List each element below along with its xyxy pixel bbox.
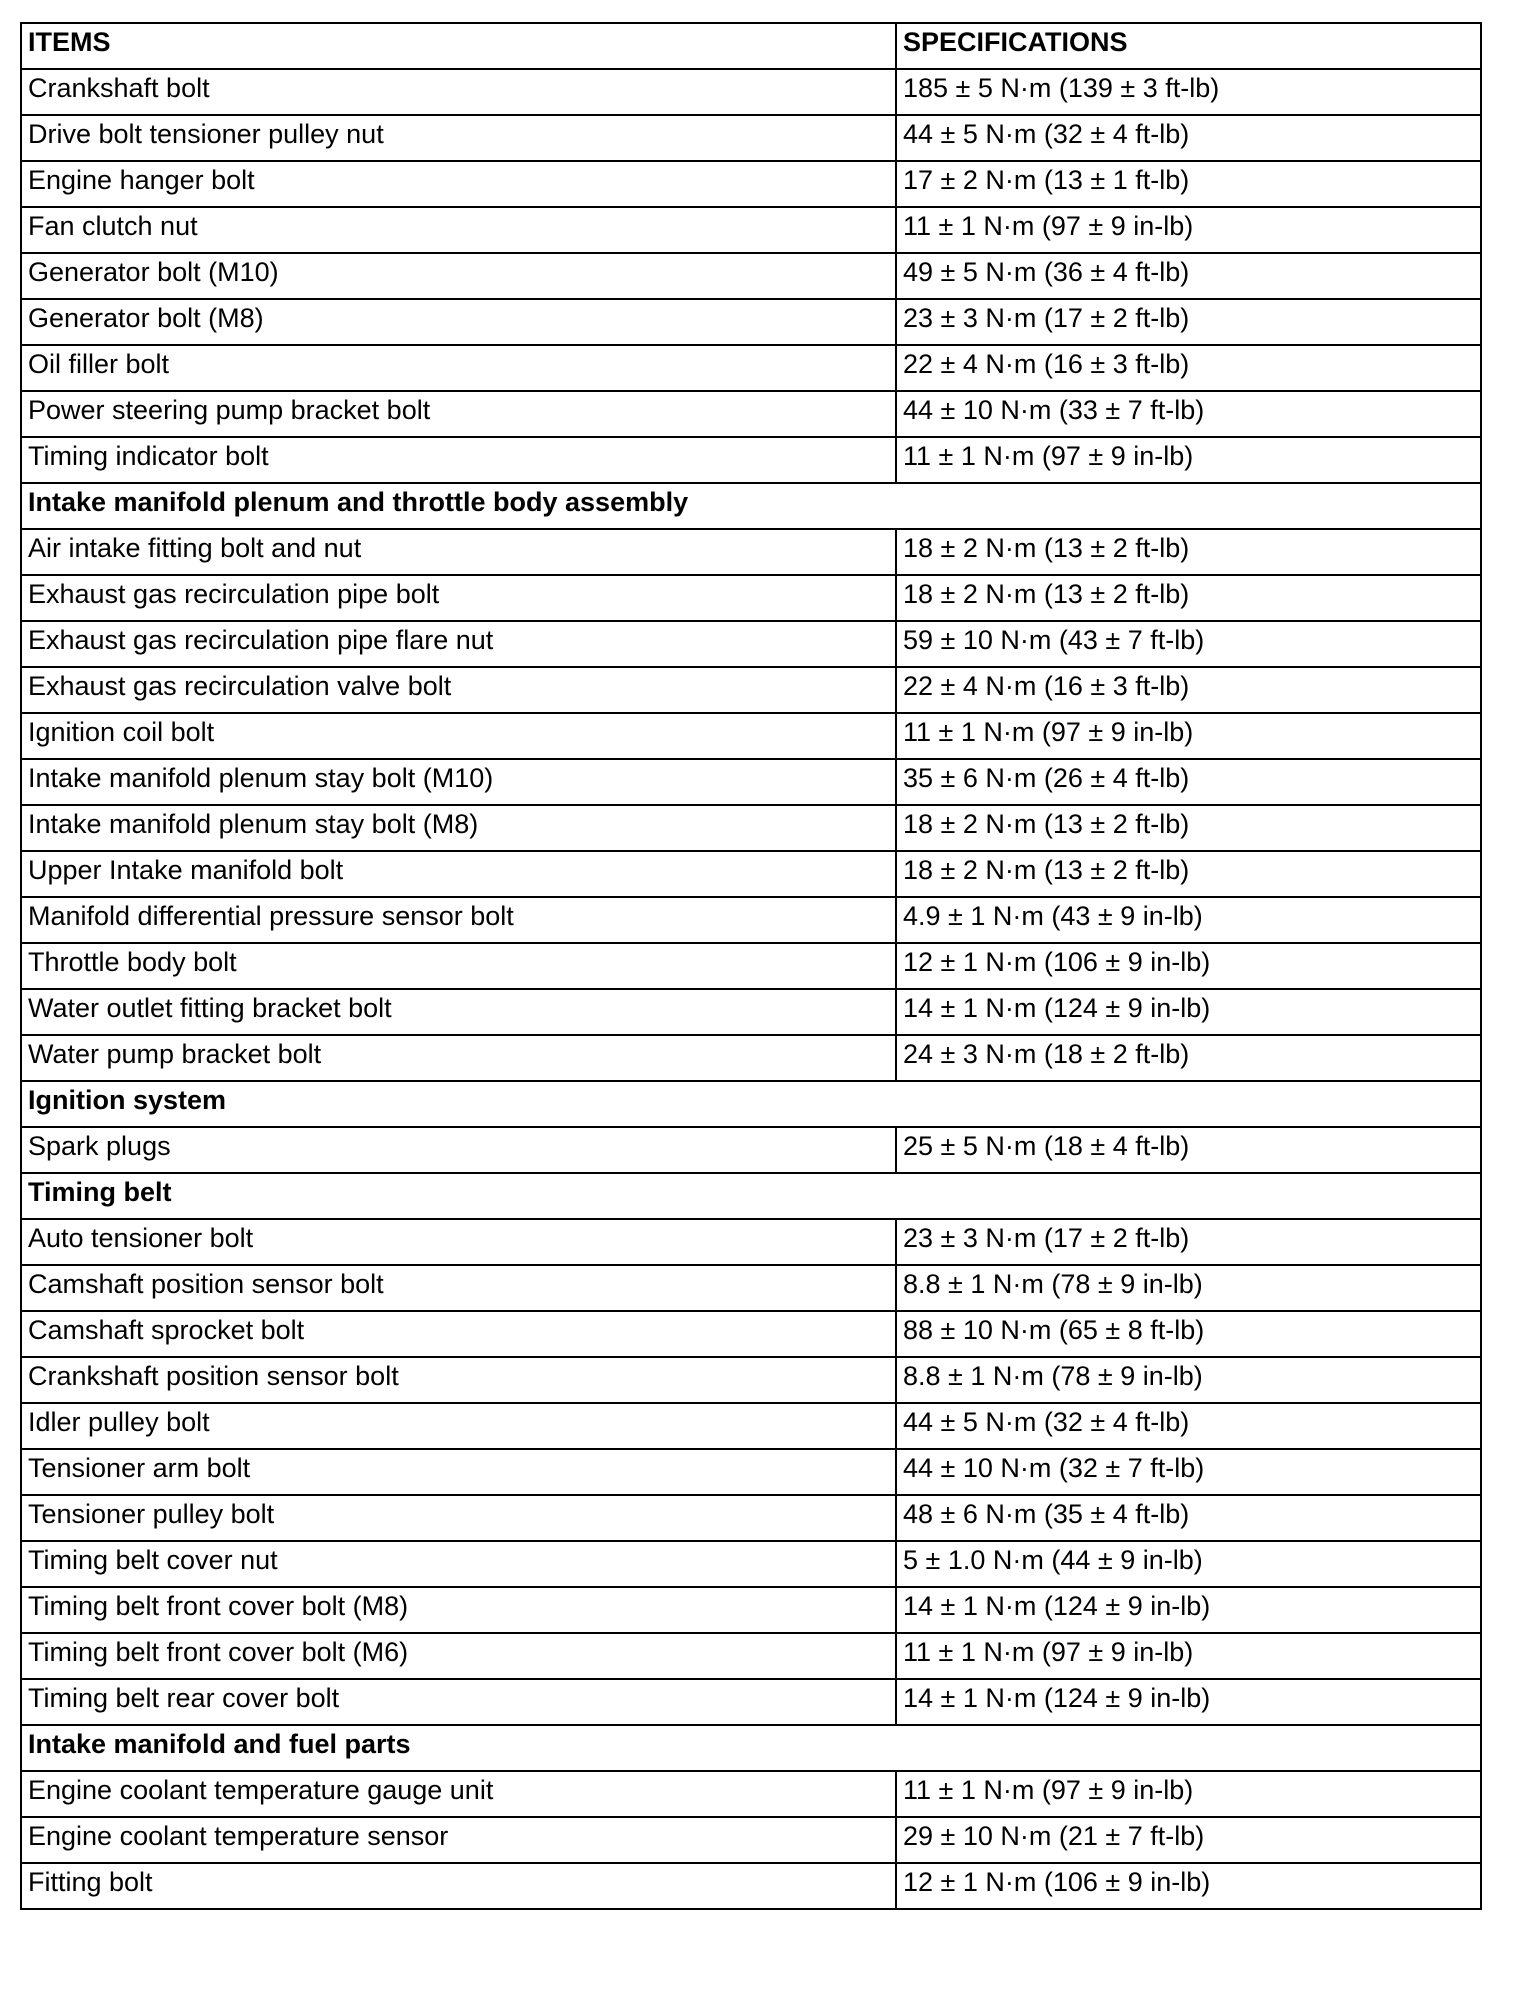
table-row: [21, 713, 1481, 759]
specification-cell: 49 ± 5 N·m (36 ± 4 ft-lb): [896, 253, 1481, 299]
section-title: Intake manifold plenum and throttle body assembly: [21, 483, 1481, 529]
table-row: [21, 529, 1481, 575]
item-cell: Throttle body bolt: [21, 943, 896, 989]
table-row: [21, 1587, 1481, 1633]
item-cell: Camshaft position sensor bolt: [21, 1265, 896, 1311]
section-header-row: [21, 1081, 1481, 1127]
specification-cell: 23 ± 3 N·m (17 ± 2 ft-lb): [896, 1219, 1481, 1265]
item-cell: Intake manifold plenum stay bolt (M8): [21, 805, 896, 851]
specification-cell: 18 ± 2 N·m (13 ± 2 ft-lb): [896, 529, 1481, 575]
table-row: [21, 897, 1481, 943]
item-cell: Timing belt front cover bolt (M6): [21, 1633, 896, 1679]
table-row: [21, 621, 1481, 667]
specification-cell: 22 ± 4 N·m (16 ± 3 ft-lb): [896, 667, 1481, 713]
item-cell: Crankshaft bolt: [21, 69, 896, 115]
section-header-row: [21, 483, 1481, 529]
table-row: [21, 575, 1481, 621]
table-row: [21, 1817, 1481, 1863]
specification-cell: 11 ± 1 N·m (97 ± 9 in-lb): [896, 1771, 1481, 1817]
table-row: [21, 299, 1481, 345]
table-row: [21, 1357, 1481, 1403]
item-cell: Auto tensioner bolt: [21, 1219, 896, 1265]
item-cell: Fan clutch nut: [21, 207, 896, 253]
table-row: [21, 943, 1481, 989]
section-title: Timing belt: [21, 1173, 1481, 1219]
item-cell: Timing belt cover nut: [21, 1541, 896, 1587]
table-row: [21, 667, 1481, 713]
specification-cell: 59 ± 10 N·m (43 ± 7 ft-lb): [896, 621, 1481, 667]
specification-cell: 8.8 ± 1 N·m (78 ± 9 in-lb): [896, 1265, 1481, 1311]
table-row: [21, 851, 1481, 897]
table-row: [21, 989, 1481, 1035]
table-row: [21, 1495, 1481, 1541]
table-row: [21, 1219, 1481, 1265]
item-cell: Exhaust gas recirculation pipe flare nut: [21, 621, 896, 667]
specification-cell: 25 ± 5 N·m (18 ± 4 ft-lb): [896, 1127, 1481, 1173]
specification-cell: 11 ± 1 N·m (97 ± 9 in-lb): [896, 713, 1481, 759]
table-row: [21, 391, 1481, 437]
item-cell: Water pump bracket bolt: [21, 1035, 896, 1081]
table-header-row: [21, 23, 1481, 69]
table-row: [21, 1035, 1481, 1081]
item-cell: Spark plugs: [21, 1127, 896, 1173]
item-cell: Timing belt rear cover bolt: [21, 1679, 896, 1725]
specification-cell: 23 ± 3 N·m (17 ± 2 ft-lb): [896, 299, 1481, 345]
item-cell: Engine hanger bolt: [21, 161, 896, 207]
items-column-header: ITEMS: [21, 23, 896, 69]
table-row: [21, 345, 1481, 391]
section-title: Intake manifold and fuel parts: [21, 1725, 1481, 1771]
specification-cell: 4.9 ± 1 N·m (43 ± 9 in-lb): [896, 897, 1481, 943]
specification-cell: 29 ± 10 N·m (21 ± 7 ft-lb): [896, 1817, 1481, 1863]
item-cell: Generator bolt (M10): [21, 253, 896, 299]
specification-cell: 12 ± 1 N·m (106 ± 9 in-lb): [896, 943, 1481, 989]
item-cell: Manifold differential pressure sensor bolt: [21, 897, 896, 943]
specification-cell: 5 ± 1.0 N·m (44 ± 9 in-lb): [896, 1541, 1481, 1587]
item-cell: Idler pulley bolt: [21, 1403, 896, 1449]
table-body: [21, 69, 1481, 1909]
section-header-row: [21, 1173, 1481, 1219]
specification-cell: 14 ± 1 N·m (124 ± 9 in-lb): [896, 989, 1481, 1035]
table-row: [21, 69, 1481, 115]
item-cell: Tensioner pulley bolt: [21, 1495, 896, 1541]
item-cell: Upper Intake manifold bolt: [21, 851, 896, 897]
specification-cell: 88 ± 10 N·m (65 ± 8 ft-lb): [896, 1311, 1481, 1357]
specification-cell: 11 ± 1 N·m (97 ± 9 in-lb): [896, 437, 1481, 483]
item-cell: Camshaft sprocket bolt: [21, 1311, 896, 1357]
item-cell: Oil filler bolt: [21, 345, 896, 391]
specification-cell: 44 ± 5 N·m (32 ± 4 ft-lb): [896, 1403, 1481, 1449]
table-row: [21, 253, 1481, 299]
item-cell: Timing belt front cover bolt (M8): [21, 1587, 896, 1633]
specification-cell: 17 ± 2 N·m (13 ± 1 ft-lb): [896, 161, 1481, 207]
item-cell: Water outlet fitting bracket bolt: [21, 989, 896, 1035]
specification-cell: 185 ± 5 N·m (139 ± 3 ft-lb): [896, 69, 1481, 115]
table-row: [21, 115, 1481, 161]
specification-cell: 24 ± 3 N·m (18 ± 2 ft-lb): [896, 1035, 1481, 1081]
specification-cell: 18 ± 2 N·m (13 ± 2 ft-lb): [896, 805, 1481, 851]
table-row: [21, 1633, 1481, 1679]
table-row: [21, 1403, 1481, 1449]
specification-cell: 44 ± 10 N·m (33 ± 7 ft-lb): [896, 391, 1481, 437]
specification-cell: 11 ± 1 N·m (97 ± 9 in-lb): [896, 1633, 1481, 1679]
specifications-table: [20, 22, 1482, 1910]
specification-cell: 14 ± 1 N·m (124 ± 9 in-lb): [896, 1679, 1481, 1725]
section-title: Ignition system: [21, 1081, 1481, 1127]
item-cell: Crankshaft position sensor bolt: [21, 1357, 896, 1403]
section-header-row: [21, 1725, 1481, 1771]
item-cell: Tensioner arm bolt: [21, 1449, 896, 1495]
item-cell: Exhaust gas recirculation pipe bolt: [21, 575, 896, 621]
specification-cell: 14 ± 1 N·m (124 ± 9 in-lb): [896, 1587, 1481, 1633]
table-row: [21, 1771, 1481, 1817]
table-row: [21, 1863, 1481, 1909]
table-row: [21, 1127, 1481, 1173]
item-cell: Drive bolt tensioner pulley nut: [21, 115, 896, 161]
table-row: [21, 1265, 1481, 1311]
table-row: [21, 1679, 1481, 1725]
table-row: [21, 1541, 1481, 1587]
item-cell: Timing indicator bolt: [21, 437, 896, 483]
specification-cell: 11 ± 1 N·m (97 ± 9 in-lb): [896, 207, 1481, 253]
table-row: [21, 1449, 1481, 1495]
specification-cell: 44 ± 10 N·m (32 ± 7 ft-lb): [896, 1449, 1481, 1495]
specification-cell: 18 ± 2 N·m (13 ± 2 ft-lb): [896, 575, 1481, 621]
table-row: [21, 805, 1481, 851]
item-cell: Engine coolant temperature gauge unit: [21, 1771, 896, 1817]
table-row: [21, 207, 1481, 253]
item-cell: Fitting bolt: [21, 1863, 896, 1909]
specification-cell: 48 ± 6 N·m (35 ± 4 ft-lb): [896, 1495, 1481, 1541]
specification-cell: 18 ± 2 N·m (13 ± 2 ft-lb): [896, 851, 1481, 897]
specification-cell: 44 ± 5 N·m (32 ± 4 ft-lb): [896, 115, 1481, 161]
specification-cell: 12 ± 1 N·m (106 ± 9 in-lb): [896, 1863, 1481, 1909]
specifications-column-header: SPECIFICATIONS: [896, 23, 1481, 69]
item-cell: Intake manifold plenum stay bolt (M10): [21, 759, 896, 805]
item-cell: Ignition coil bolt: [21, 713, 896, 759]
item-cell: Generator bolt (M8): [21, 299, 896, 345]
item-cell: Engine coolant temperature sensor: [21, 1817, 896, 1863]
item-cell: Air intake fitting bolt and nut: [21, 529, 896, 575]
table-row: [21, 161, 1481, 207]
item-cell: Power steering pump bracket bolt: [21, 391, 896, 437]
item-cell: Exhaust gas recirculation valve bolt: [21, 667, 896, 713]
specification-cell: 22 ± 4 N·m (16 ± 3 ft-lb): [896, 345, 1481, 391]
table-row: [21, 1311, 1481, 1357]
specification-cell: 8.8 ± 1 N·m (78 ± 9 in-lb): [896, 1357, 1481, 1403]
specification-cell: 35 ± 6 N·m (26 ± 4 ft-lb): [896, 759, 1481, 805]
table-row: [21, 437, 1481, 483]
table-row: [21, 759, 1481, 805]
